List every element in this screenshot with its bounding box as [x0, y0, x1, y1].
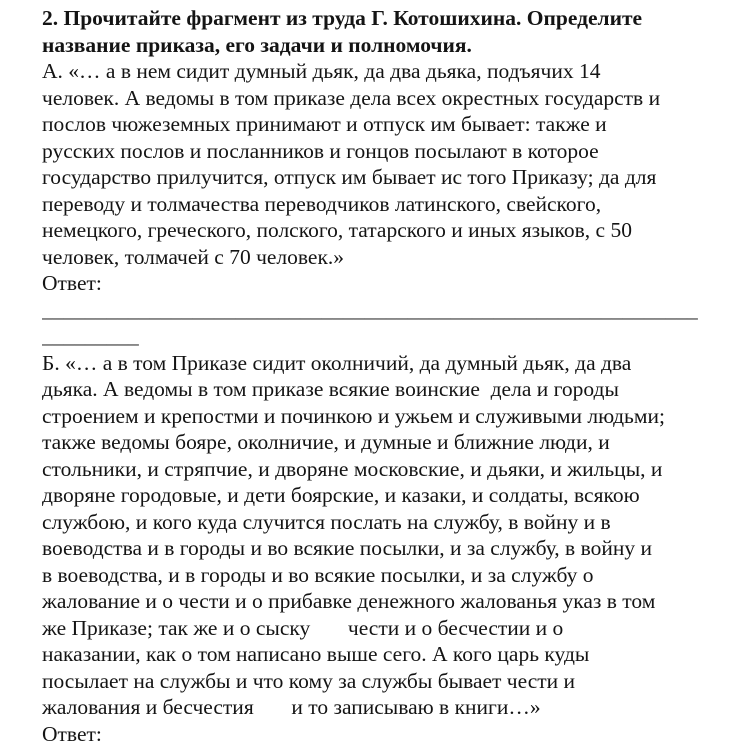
text-line: службою, и кого куда случится послать на службу, в войну и в — [42, 509, 611, 534]
text-line: А. «… а в нем сидит думный дьяк, да два дьяка, подъячих 14 — [42, 59, 601, 83]
text-line: в воеводства, и в городы и во всякие посылки, и за службу о — [42, 562, 594, 587]
text-line: Б. «… а в том Приказе сидит околничий, да думный дьяк, да два — [42, 350, 632, 375]
answer-blank-line-short: _________ — [42, 324, 139, 348]
text-line: стольники, и стряпчие, и дворяне московские, и дьяки, и жильцы, и — [42, 456, 663, 481]
task-heading — [42, 5, 720, 58]
task-heading-line: 2. Прочитайте фрагмент из труда Г. Котошихина. Определите — [42, 6, 643, 30]
text-line: дворяне городовые, и дети боярские, и казаки, и солдаты, всякою — [42, 483, 640, 507]
text-line: человек. А ведомы в том приказе дела всех окрестных государств и — [42, 85, 661, 110]
text-line: государство прилучится, отпуск им бывает ис того Приказу; да для — [42, 165, 657, 189]
text-line: наказании, как о том написано выше сего. А кого царь куды — [42, 642, 590, 666]
text-line: воеводства и в городы и во всякие посылки, и за службу, в войну и — [42, 536, 652, 560]
text-line: немецкого, греческого, полского, татарского и иных языков, с 50 — [42, 218, 632, 242]
fragment-b — [42, 350, 720, 748]
fragment-a — [42, 58, 720, 350]
text-line: русских послов и посланников и гонцов посылают в которое — [42, 138, 599, 163]
answer-label-b: Ответ: — [42, 721, 102, 746]
text-line: послов чюжеземных принимают и отпуск им бывает: также и — [42, 112, 607, 136]
text-line: строением и крепостми и починкою и ужьем и служивыми людьми; — [42, 403, 665, 428]
text-line: также ведомы бояре, околничие, и думные и ближние люди, и — [42, 430, 610, 454]
text-line: жалования и бесчестия и то записываю в книги…» — [42, 695, 541, 719]
text-line: же Приказе; так же и о сыску чести и о бесчестии и о — [42, 615, 564, 640]
text-line: дьяка. А ведомы в том приказе всякие воинские дела и городы — [42, 377, 619, 401]
answer-label-a: Ответ: — [42, 271, 102, 295]
answer-blank-line-long: _____________________________________________________________ — [42, 297, 698, 322]
task-heading-line: название приказа, его задачи и полномочия. — [42, 32, 472, 57]
text-line: переводу и толмачества переводчиков латинского, свейского, — [42, 191, 602, 216]
text-line: жалование и о чести и о прибавке денежного жалованья указ в том — [42, 589, 656, 613]
text-line: человек, толмачей с 70 человек.» — [42, 244, 345, 269]
text-line: посылает на службы и что кому за службы бывает чести и — [42, 668, 576, 693]
